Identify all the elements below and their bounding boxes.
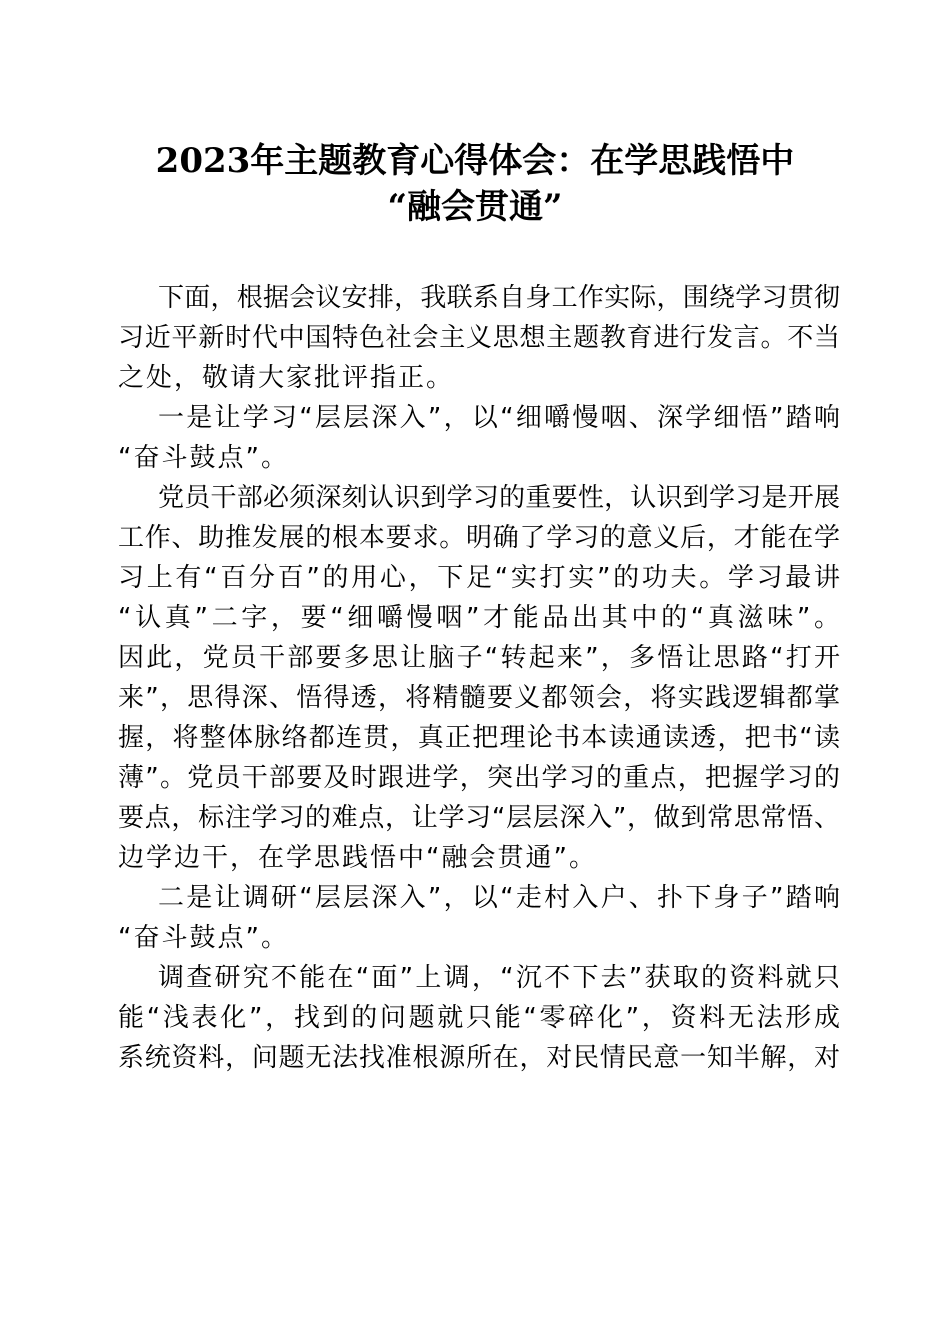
- text-line: 习近平新时代中国特色社会主义思想主题教育进行发言。不当: [118, 323, 840, 353]
- title-line-1: 2023年主题教育心得体会：在学思践悟中: [155, 141, 795, 181]
- document-body: [118, 278, 840, 1078]
- text-line: 要点，标注学习的难点，让学习“层层深入”，做到常思常悟、: [118, 803, 840, 833]
- text-line: 握，将整体脉络都连贯，真正把理论书本读通读透，把书“读: [118, 723, 840, 753]
- title-line-2: “融会贯通”: [387, 187, 563, 227]
- document-title: [0, 138, 950, 230]
- section-heading-line: 一是让学习“层层深入”，以“细嚼慢咽、深学细悟”踏响: [158, 403, 840, 433]
- text-line: 能“浅表化”，找到的问题就只能“零碎化”，资料无法形成: [118, 1003, 840, 1033]
- section-heading-line: 二是让调研“层层深入”，以“走村入户、扑下身子”踏响: [158, 883, 840, 913]
- text-line: 因此，党员干部要多思让脑子“转起来”，多悟让思路“打开: [118, 643, 840, 673]
- text-line: 调查研究不能在“面”上调，“沉不下去”获取的资料就只: [158, 963, 840, 993]
- text-line: 之处，敬请大家批评指正。: [118, 363, 455, 393]
- text-line: 系统资料，问题无法找准根源所在，对民情民意一知半解，对: [118, 1043, 840, 1073]
- text-line: 下面，根据会议安排，我联系自身工作实际，围绕学习贯彻: [158, 283, 840, 313]
- text-line: 薄”。党员干部要及时跟进学，突出学习的重点，把握学习的: [118, 763, 840, 793]
- text-line: 工作、助推发展的根本要求。明确了学习的意义后，才能在学: [118, 523, 840, 553]
- text-line: 边学边干，在学思践悟中“融会贯通”。: [118, 843, 597, 873]
- section-heading-line: “奋斗鼓点”。: [118, 923, 289, 953]
- text-line: 习上有“百分百”的用心，下足“实打实”的功夫。学习最讲: [118, 563, 840, 593]
- text-line: 党员干部必须深刻认识到学习的重要性，认识到学习是开展: [158, 483, 840, 513]
- text-line: “认真”二字，要“细嚼慢咽”才能品出其中的“真滋味”。: [118, 603, 840, 633]
- section-heading-line: “奋斗鼓点”。: [118, 443, 289, 473]
- text-line: 来”，思得深、悟得透，将精髓要义都领会，将实践逻辑都掌: [118, 683, 840, 713]
